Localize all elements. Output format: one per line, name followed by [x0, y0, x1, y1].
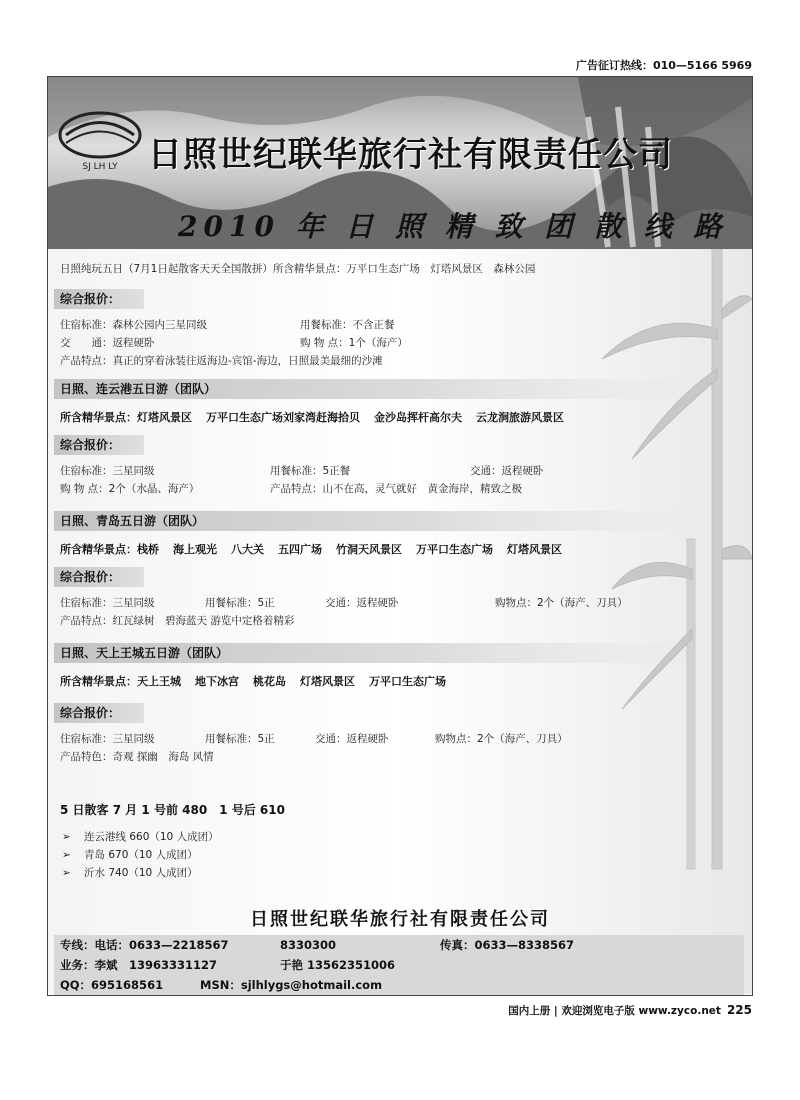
- ad-hotline: 广告征订热线：010—5166 5969: [575, 59, 752, 72]
- price-item: ➢ 沂水 740（10 人成团）: [62, 867, 198, 879]
- route3-row2: 产品特点：红瓦绿树 碧海蓝天 游览中定格着精彩: [60, 615, 295, 627]
- route3-row1: 住宿标准：三星同级 用餐标准：5正 交通：返程硬卧 购物点：2个（海产、刀具）: [60, 597, 628, 609]
- route2-spots: 所含精华景点：灯塔风景区 万平口生态广场刘家湾赶海拾贝 金沙岛挥杆高尔夫 云龙涧旅游风景区: [60, 411, 564, 424]
- page-number: 225: [726, 1003, 752, 1017]
- route2-title: 日照、连云港五日游（团队）: [54, 379, 684, 399]
- ad-frame: [47, 76, 753, 996]
- route4-row1: 住宿标准：三星同级 用餐标准：5正 交通：返程硬卧 购物点：2个（海产、刀具）: [60, 733, 568, 745]
- banner-subtitle: 2010 年 日 照 精 致 团 散 线 路: [178, 210, 728, 243]
- company-logo: [56, 105, 144, 175]
- price-item: ➢ 连云港线 660（10 人成团）: [62, 831, 219, 843]
- route4-row2: 产品特色：奇观 探幽 海岛 风情: [60, 751, 214, 763]
- company-title: 日照世纪联华旅行社有限责任公司: [148, 135, 673, 175]
- route1-row3: 产品特点：真正的穿着泳装往返海边-宾馆-海边，日照最美最细的沙滩: [60, 355, 383, 367]
- banner: [48, 77, 752, 249]
- route2-price-label: 综合报价：: [54, 435, 144, 455]
- contact-line-business: 业务：李斌 13963331127 于艳 13562351006: [60, 958, 396, 972]
- route1-price-label: 综合报价：: [54, 289, 144, 309]
- content-area: [48, 249, 752, 994]
- route3-title: 日照、青岛五日游（团队）: [54, 511, 684, 531]
- page-footer-text: 国内上册 | 欢迎浏览电子版 www.zyco.net: [508, 1005, 721, 1017]
- route4-price-label: 综合报价：: [54, 703, 144, 723]
- contact-block: [54, 935, 744, 996]
- route1-row2: 交 通：返程硬卧 购 物 点：1个（海产）: [60, 337, 408, 349]
- footer-company-name: 日照世纪联华旅行社有限责任公司: [250, 909, 550, 930]
- contact-line-online: QQ：695168561 MSN：sjlhlygs@hotmail.com: [60, 978, 383, 992]
- route3-price-label: 综合报价：: [54, 567, 144, 587]
- price-heading: 5 日散客 7 月 1 号前 480 1 号后 610: [60, 803, 285, 817]
- intro-route: 日照纯玩五日（7月1日起散客天天全国散拼）所含精华景点：万平口生态广场 灯塔风景区 森林公园: [60, 263, 536, 275]
- route4-title: 日照、天上王城五日游（团队）: [54, 643, 684, 663]
- page-footer: [508, 1003, 752, 1018]
- price-item: ➢ 青岛 670（10 人成团）: [62, 849, 198, 861]
- route2-row2: 购 物 点：2个（水晶、海产） 产品特点：山不在高，灵气就好 黄金海岸，精致之极: [60, 483, 522, 495]
- bamboo-decoration: [592, 249, 752, 889]
- route3-spots: 所含精华景点：栈桥 海上观光 八大关 五四广场 竹洞天风景区 万平口生态广场 灯塔风景区: [60, 543, 562, 556]
- route4-spots: 所含精华景点：天上王城 地下冰宫 桃花岛 灯塔风景区 万平口生态广场: [60, 675, 446, 688]
- contact-line-phone: 专线：电话：0633—2218567 8330300 传真：0633—8338567: [60, 938, 575, 952]
- svg-text:SJ LH LY: SJ LH LY: [82, 162, 118, 172]
- route2-row1: 住宿标准：三星同级 用餐标准：5正餐 交通：返程硬卧: [60, 465, 544, 477]
- route1-row1: 住宿标准：森林公园内三星同级 用餐标准：不含正餐: [60, 319, 395, 331]
